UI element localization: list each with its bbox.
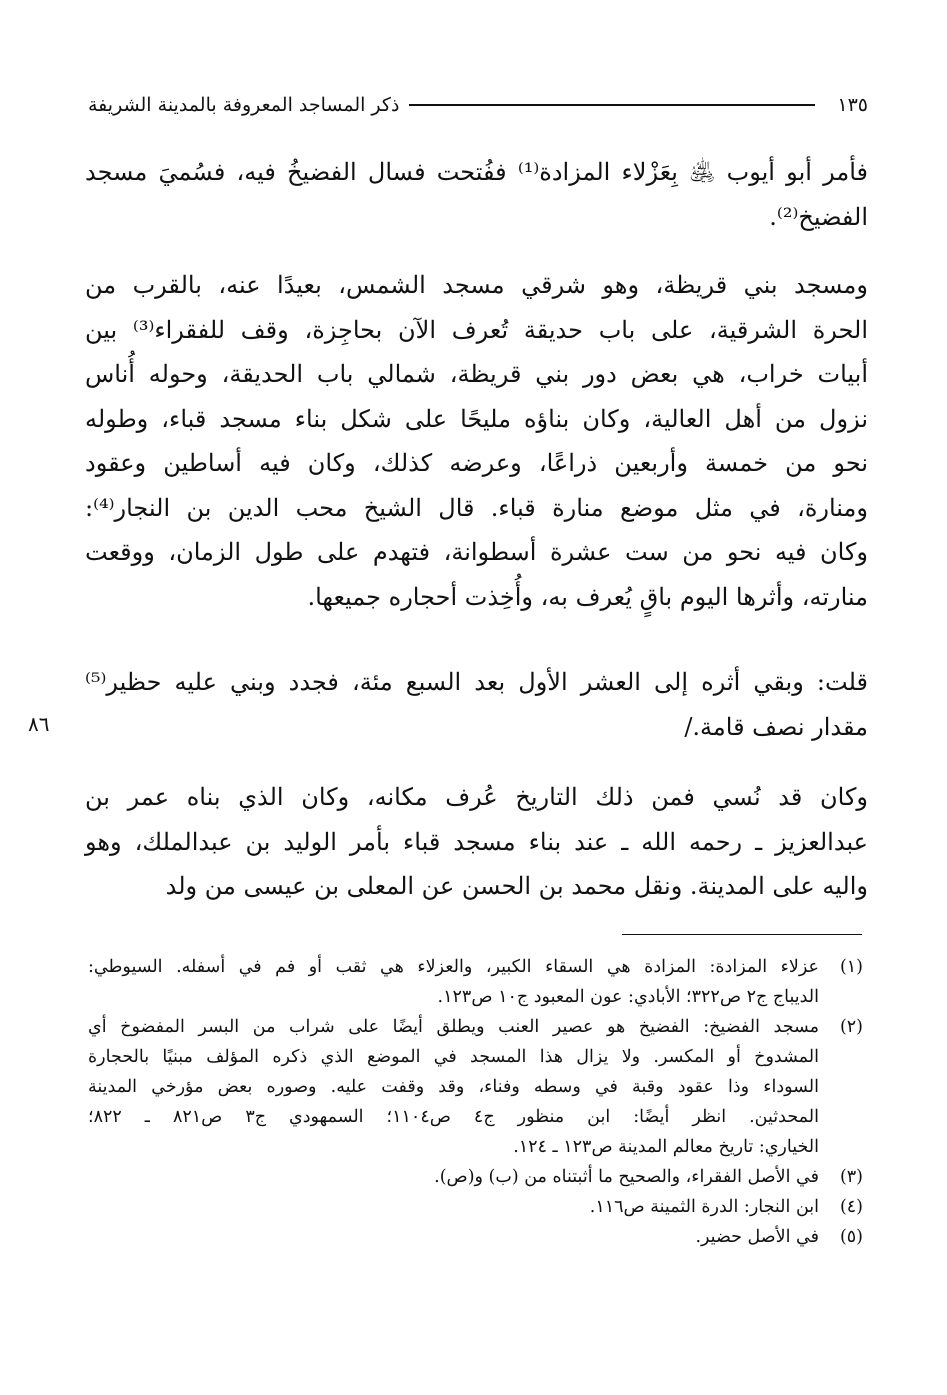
text-line: ومنارة، في مثل موضع منارة قباء. قال الشيخ محب الدين بن النجار⁽⁴⁾: — [85, 493, 868, 522]
text-line: نحو من خمسة وأربعين ذراعًا، وعرضه كذلك، وكان فيه أساطين وعقود — [85, 449, 868, 477]
footnote — [88, 1012, 863, 1162]
running-header — [88, 88, 868, 122]
page-number: ١٣٥ — [837, 94, 868, 116]
text-line: واليه على المدينة. ونقل محمد بن الحسن عن المعلى بن عيسى من ولد — [165, 872, 868, 900]
text-line: وكان فيه نحو من ست عشرة أسطوانة، فتهدم على طول الزمان، ووقعت — [85, 538, 868, 566]
text-line: قلت: وبقي أثره إلى العشر الأول بعد السبع مئة، فجدد وبني عليه حظير⁽⁵⁾ — [85, 668, 868, 696]
paragraph — [85, 660, 868, 749]
footnote — [88, 1162, 863, 1192]
footnote-body — [88, 1222, 819, 1252]
text-line: منارته، وأثرها اليوم باقٍ يُعرف به، وأُخِذت أحجاره جميعها. — [307, 582, 868, 611]
text-line: الحرة الشرقية، على باب حديقة تُعرف الآن بحاجِزة، وقف للفقراء⁽³⁾ بين — [85, 315, 869, 344]
text-line: نزول من أهل العالية، وكان بناؤه مليحًا على شكل بناء مسجد قباء، وطوله — [85, 404, 868, 433]
header-rule — [409, 104, 815, 106]
footnote-line: ابن النجار: الدرة الثمينة ص١١٦. — [589, 1197, 819, 1217]
footnote-line: السوداء وذا عقود وقبة في وسطه وفناء، وقد وقفت عليه. وصوره بعض مؤرخي المدينة — [88, 1077, 819, 1097]
footnote-line: الديباج ج٢ ص٣٢٢؛ الأبادي: عون المعبود ج١٠ ص١٢٣. — [437, 987, 819, 1007]
text-line: وكان قد نُسي فمن ذلك التاريخ عُرف مكانه، وكان الذي بناه عمر بن — [85, 783, 868, 811]
footnote-number: (١) — [839, 957, 863, 977]
footnote-line: في الأصل الفقراء، والصحيح ما أثبتناه من (ب) و(ص). — [434, 1167, 819, 1187]
text-line: فأمر أبو أيوب ﵁ بِعَزْلاء المزادة⁽¹⁾ ففُتحت فسال الفضيخُ فيه، فسُميَ مسجد — [85, 158, 869, 186]
text-line: ومسجد بني قريظة، وهو شرقي مسجد الشمس، بعيدًا عنه، بالقرب من — [85, 271, 868, 299]
footnote-line: الخياري: تاريخ معالم المدينة ص١٢٣ ـ ١٢٤. — [513, 1137, 819, 1157]
footnote-body — [88, 1192, 819, 1222]
text-line: عبدالعزيز ـ رحمه الله ـ عند بناء مسجد قباء بأمر الوليد بن عبدالملك، وهو — [85, 827, 869, 856]
paragraph — [85, 263, 868, 619]
footnote-line: المحدثين. انظر أيضًا: ابن منظور ج٤ ص١١٠٤؛ السمهودي ج٣ ص٨٢١ ـ ٨٢٢؛ — [88, 1107, 819, 1127]
footnote — [88, 1222, 863, 1252]
running-title: ذكر المساجد المعروفة بالمدينة الشريفة — [88, 94, 400, 116]
text-line: الفضيخ⁽²⁾. — [769, 202, 868, 231]
footnotes — [88, 952, 863, 1252]
footnote-number: (٣) — [839, 1167, 863, 1187]
footnote-line: عزلاء المزادة: المزادة هي السقاء الكبير، والعزلاء هي ثقب أو فم في أسفله. السيوطي: — [88, 957, 819, 977]
footnote-body — [88, 1012, 819, 1162]
footnote-number: (٤) — [839, 1197, 863, 1217]
footnote — [88, 952, 863, 1012]
margin-page-number: ٨٦ — [28, 712, 50, 736]
text-line: أبيات خراب، هي بعض دور بني قريظة، شمالي باب الحديقة، وحوله أُناس — [85, 360, 868, 388]
footnote-number: (٢) — [839, 1017, 863, 1037]
footnote-line: مسجد الفضيخ: الفضيخ هو عصير العنب ويطلق أيضًا على شراب من البسر المفضوخ أي — [88, 1017, 819, 1037]
footnote-line: المشدوخ أو المكسر. ولا يزال هذا المسجد في الموضع الذي ذكره المؤلف مبنيًا بالحجارة — [88, 1047, 819, 1067]
footnote-body — [88, 1162, 819, 1192]
paragraph — [85, 150, 868, 239]
footnote-separator — [622, 934, 862, 935]
footnote — [88, 1192, 863, 1222]
footnote-body — [88, 952, 819, 1012]
footnote-number: (٥) — [839, 1227, 863, 1247]
text-line: مقدار نصف قامة./ — [684, 712, 868, 741]
paragraph — [85, 775, 868, 909]
footnote-line: في الأصل حضير. — [695, 1227, 819, 1247]
